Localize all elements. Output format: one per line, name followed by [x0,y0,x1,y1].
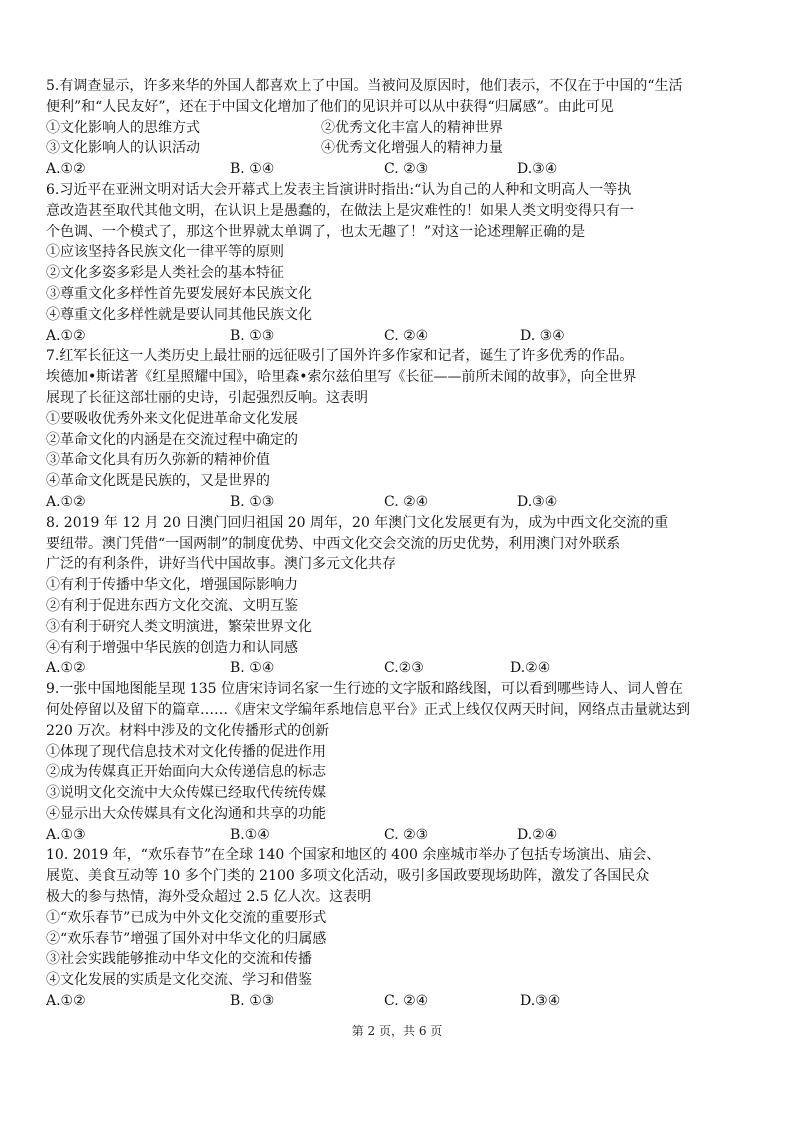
question-5 [46,76,751,180]
option-c: C. ②③ [384,161,429,178]
statement: ④尊重文化多样性就是要认同其他民族文化 [46,306,312,323]
question-9 [46,679,751,845]
answer-options [46,825,751,846]
statement: ③有利于研究人类文明演进，繁荣世界文化 [46,618,312,635]
option-a: A.①② [46,493,86,510]
stem-line: 要纽带。澳门凭借“一国两制”的制度优势、中西文化交会交流的历史优势，利用澳门对外联系 [46,535,621,552]
option-a: A.①② [46,993,86,1010]
statement: ②“欢乐春节”增强了国外对中华文化的归属感 [46,930,327,947]
option-b: B. ①③ [230,993,275,1010]
option-a: A.①② [46,327,86,344]
statement: ①应该坚持各民族文化一律平等的原则 [46,244,284,261]
statement: ④显示出大众传媒具有文化沟通和共享的功能 [46,805,326,822]
stem-line: 10. 2019 年，“欢乐春节”在全球 140 个国家和地区的 400 余座城市举办了包括专场演出、庙会、 [46,847,661,864]
question-stem [46,76,751,118]
statement: ②成为传媒真正开始面向大众传递信息的标志 [46,764,326,781]
question-6 [46,180,751,346]
stem-line: 展现了长征这部壮丽的史诗，引起强烈反响。这表明 [46,389,368,406]
question-stem [46,180,751,242]
stem-line: 便利”和“人民友好”，还在于中国文化增加了他们的见识并可以从中获得“归属感”。由此可见 [46,98,614,115]
statement: ①要吸收优秀外来文化促进革命文化发展 [46,410,298,427]
stem-line: 220 万次。材料中涉及的文化传播形式的创新 [46,722,330,739]
option-d: D.②④ [517,826,558,843]
option-a: A.①③ [46,826,86,843]
document-page [46,76,751,1012]
statement: ①“欢乐春节”已成为中外文化交流的重要形式 [46,909,327,926]
stem-line: 6.习近平在亚洲文明对话大会开幕式上发表主旨演讲时指出:“认为自己的人种和文明高人一等执 [46,181,632,198]
question-8 [46,513,751,679]
stem-line: 9.一张中国地图能呈现 135 位唐宋诗词名家一生行迹的文字版和路线图，可以看到哪些诗人、词人曾在 [46,681,683,698]
stem-line: 何处停留以及留下的篇章……《唐宋文学编年系地信息平台》正式上线仅仅两天时间，网络点击量就达到 [46,701,690,718]
option-d: D.②④ [510,660,551,677]
option-b: B. ①③ [230,327,275,344]
question-7 [46,346,751,512]
question-stem [46,346,751,408]
statement-row [46,138,751,159]
option-d: D.③④ [517,161,558,178]
answer-options [46,326,751,347]
option-c: C.②③ [384,660,424,677]
option-c: C. ②④ [384,993,429,1010]
statement: ②革命文化的内涵是在交流过程中确定的 [46,431,298,448]
stem-line: 5.有调查显示，许多来华的外国人都喜欢上了中国。当被问及原因时，他们表示，不仅在于中国的“生活 [46,78,683,94]
option-c: C. ②④ [384,327,429,344]
answer-options [46,159,751,180]
stem-line: 埃德加•斯诺著《红星照耀中国》，哈里森•索尔兹伯里写《长征——前所未闻的故事》，向全世界 [46,369,637,386]
statement: ④文化发展的实质是文化交流、学习和借鉴 [46,972,312,989]
option-a: A.①② [46,161,86,178]
statement: ②优秀文化丰富人的精神世界 [321,119,503,136]
page-footer: 第 2 页，共 6 页 [351,1024,443,1038]
statement: ③社会实践能够推动中华文化的交流和传播 [46,951,312,968]
option-c: C. ②④ [384,493,429,510]
stem-line: 7.红军长征这一人类历史上最壮丽的远征吸引了国外许多作家和记者，诞生了许多优秀的作品。 [46,348,634,365]
statement: ①文化影响人的思维方式 [46,119,200,136]
statement: ④革命文化既是民族的，又是世界的 [46,473,270,490]
option-b: B. ①④ [230,660,275,677]
answer-options [46,991,751,1012]
stem-line: 广泛的有利条件，讲好当代中国故事。澳门多元文化共存 [46,556,396,573]
statement: ④有利于增强中华民族的创造力和认同感 [46,639,298,656]
statement: ②有利于促进东西方文化交流、文明互鉴 [46,597,298,614]
option-d: D.③④ [517,493,558,510]
option-c: C. ②③ [384,826,429,843]
statement-row [46,118,751,139]
question-10 [46,845,751,1011]
answer-options [46,492,751,513]
option-d: D.③④ [520,993,561,1010]
stem-line: 意改造甚至取代其他文明，在认识上是愚蠢的，在做法上是灾难性的！如果人类文明变得只有一 [46,202,634,219]
statement: ①有利于传播中华文化，增强国际影响力 [46,577,298,594]
stem-line: 个色调、一个模式了，那这个世界就太单调了，也太无趣了！”对这一论述理解正确的是 [46,223,586,240]
question-stem [46,679,751,741]
option-d: D. ③④ [520,327,565,344]
statement: ③革命文化具有历久弥新的精神价值 [46,452,270,469]
statement: ②文化多姿多彩是人类社会的基本特征 [46,265,284,282]
option-b: B.①④ [230,826,270,843]
stem-line: 展览、美食互动等 10 多个门类的 2100 多项文化活动，吸引多国政要现场助阵，激发了各国民众 [46,868,650,885]
stem-line: 极大的参与热情，海外受众超过 2.5 亿人次。这表明 [46,889,372,906]
option-a: A.①② [46,660,86,677]
statement: ③说明文化交流中大众传媒已经取代传统传媒 [46,785,326,802]
statement: ③文化影响人的认识活动 [46,140,200,157]
option-b: B. ①③ [230,493,275,510]
stem-line: 8. 2019 年 12 月 20 日澳门回归祖国 20 周年，20 年澳门文化发展更有为，成为中西文化交流的重 [46,514,669,531]
statement: ③尊重文化多样性首先要发展好本民族文化 [46,285,312,302]
answer-options [46,658,751,679]
statement: ④优秀文化增强人的精神力量 [321,140,503,157]
question-stem [46,845,751,907]
statement: ①体现了现代信息技术对文化传播的促进作用 [46,743,326,760]
question-stem [46,513,751,575]
option-b: B. ①④ [230,161,275,178]
